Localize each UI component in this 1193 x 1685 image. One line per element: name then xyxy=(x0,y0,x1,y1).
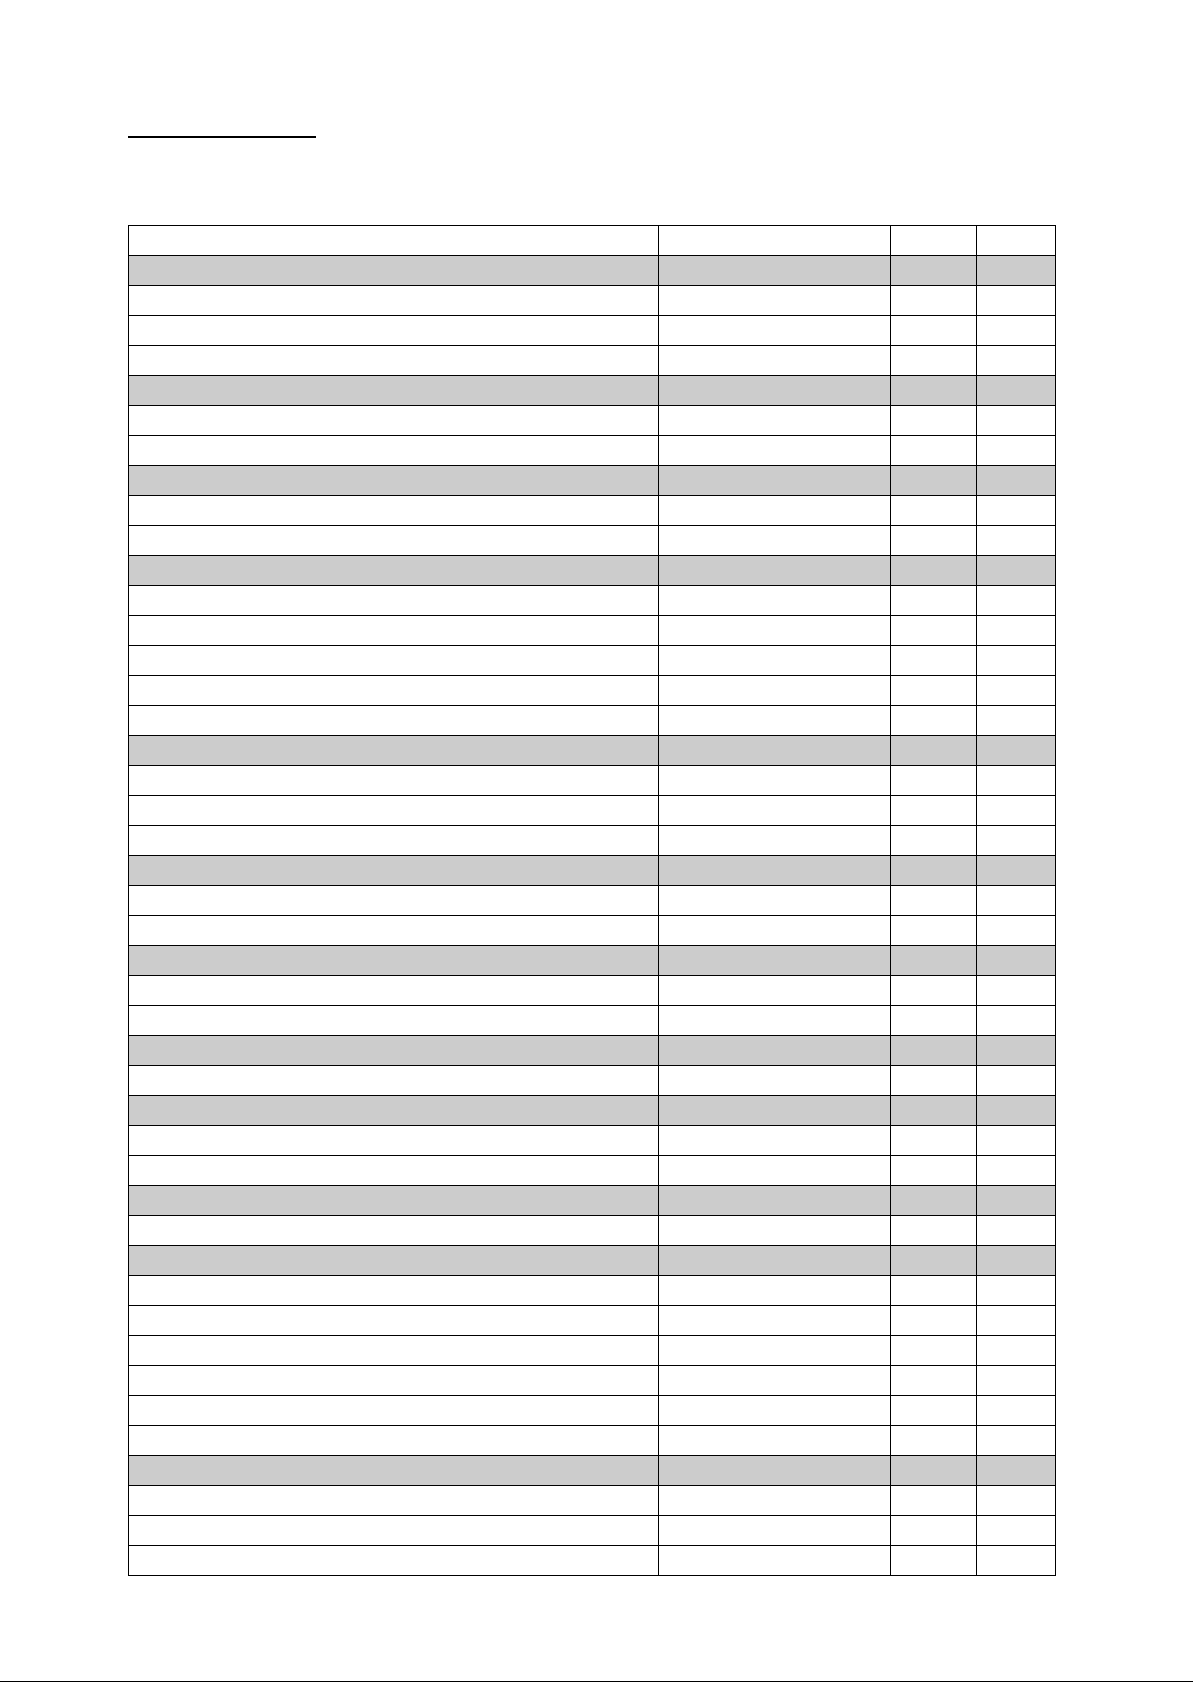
description-cell xyxy=(129,256,659,286)
check-cell xyxy=(977,1096,1056,1126)
description-cell xyxy=(129,676,659,706)
description-cell xyxy=(129,1516,659,1546)
table-row xyxy=(129,316,1056,346)
value-cell xyxy=(891,376,977,406)
table-row xyxy=(129,706,1056,736)
detail-cell xyxy=(659,826,891,856)
value-cell xyxy=(891,316,977,346)
detail-cell xyxy=(659,1126,891,1156)
value-cell xyxy=(891,1456,977,1486)
table-row xyxy=(129,1486,1056,1516)
table-row xyxy=(129,436,1056,466)
value-cell xyxy=(891,1186,977,1216)
table-row xyxy=(129,346,1056,376)
table-row xyxy=(129,226,1056,256)
check-cell xyxy=(977,436,1056,466)
value-cell xyxy=(891,1276,977,1306)
detail-cell xyxy=(659,976,891,1006)
check-cell xyxy=(977,916,1056,946)
check-cell xyxy=(977,1156,1056,1186)
description-cell xyxy=(129,1276,659,1306)
check-cell xyxy=(977,256,1056,286)
detail-cell xyxy=(659,376,891,406)
section-row xyxy=(129,1246,1056,1276)
check-cell xyxy=(977,1456,1056,1486)
detail-cell xyxy=(659,496,891,526)
value-cell xyxy=(891,1366,977,1396)
value-cell xyxy=(891,736,977,766)
description-cell xyxy=(129,766,659,796)
description-cell xyxy=(129,1546,659,1576)
table-row xyxy=(129,526,1056,556)
description-cell xyxy=(129,286,659,316)
detail-cell xyxy=(659,916,891,946)
value-cell xyxy=(891,886,977,916)
value-cell xyxy=(891,1306,977,1336)
table-row xyxy=(129,646,1056,676)
value-cell xyxy=(891,256,977,286)
detail-cell xyxy=(659,1306,891,1336)
detail-cell xyxy=(659,556,891,586)
description-cell xyxy=(129,436,659,466)
table-row xyxy=(129,1216,1056,1246)
description-cell xyxy=(129,346,659,376)
detail-cell xyxy=(659,1366,891,1396)
value-cell xyxy=(891,496,977,526)
section-row xyxy=(129,466,1056,496)
detail-cell xyxy=(659,946,891,976)
table-row xyxy=(129,826,1056,856)
description-cell xyxy=(129,616,659,646)
check-cell xyxy=(977,1216,1056,1246)
check-cell xyxy=(977,1036,1056,1066)
value-cell xyxy=(891,916,977,946)
table-row xyxy=(129,1336,1056,1366)
check-cell xyxy=(977,1516,1056,1546)
description-cell xyxy=(129,796,659,826)
check-cell xyxy=(977,826,1056,856)
section-row xyxy=(129,736,1056,766)
value-cell xyxy=(891,346,977,376)
check-cell xyxy=(977,766,1056,796)
check-cell xyxy=(977,1306,1056,1336)
value-cell xyxy=(891,1546,977,1576)
description-cell xyxy=(129,736,659,766)
value-cell xyxy=(891,1246,977,1276)
value-cell xyxy=(891,1156,977,1186)
description-cell xyxy=(129,316,659,346)
description-cell xyxy=(129,466,659,496)
description-cell xyxy=(129,886,659,916)
description-cell xyxy=(129,1456,659,1486)
detail-cell xyxy=(659,286,891,316)
description-cell xyxy=(129,1126,659,1156)
detail-cell xyxy=(659,1036,891,1066)
value-cell xyxy=(891,436,977,466)
check-cell xyxy=(977,946,1056,976)
check-cell xyxy=(977,1546,1056,1576)
section-row xyxy=(129,256,1056,286)
check-cell xyxy=(977,1276,1056,1306)
description-cell xyxy=(129,1366,659,1396)
check-cell xyxy=(977,226,1056,256)
table-row xyxy=(129,676,1056,706)
value-cell xyxy=(891,1036,977,1066)
check-cell xyxy=(977,586,1056,616)
value-cell xyxy=(891,1096,977,1126)
title-underline xyxy=(128,136,316,138)
description-cell xyxy=(129,1336,659,1366)
detail-cell xyxy=(659,1006,891,1036)
value-cell xyxy=(891,1066,977,1096)
description-cell xyxy=(129,526,659,556)
table-row xyxy=(129,1366,1056,1396)
table-row xyxy=(129,406,1056,436)
value-cell xyxy=(891,1516,977,1546)
table-row xyxy=(129,796,1056,826)
check-cell xyxy=(977,286,1056,316)
description-cell xyxy=(129,1066,659,1096)
description-cell xyxy=(129,706,659,736)
table-row xyxy=(129,1276,1056,1306)
description-cell xyxy=(129,916,659,946)
detail-cell xyxy=(659,1396,891,1426)
description-cell xyxy=(129,1156,659,1186)
detail-cell xyxy=(659,1516,891,1546)
detail-cell xyxy=(659,436,891,466)
table-row xyxy=(129,766,1056,796)
detail-cell xyxy=(659,646,891,676)
value-cell xyxy=(891,286,977,316)
value-cell xyxy=(891,406,977,436)
check-cell xyxy=(977,526,1056,556)
section-row xyxy=(129,556,1056,586)
value-cell xyxy=(891,676,977,706)
description-cell xyxy=(129,556,659,586)
detail-cell xyxy=(659,1546,891,1576)
detail-cell xyxy=(659,856,891,886)
detail-cell xyxy=(659,406,891,436)
check-cell xyxy=(977,616,1056,646)
detail-cell xyxy=(659,796,891,826)
detail-cell xyxy=(659,226,891,256)
description-cell xyxy=(129,406,659,436)
form-table xyxy=(128,225,1056,1576)
detail-cell xyxy=(659,316,891,346)
detail-cell xyxy=(659,1186,891,1216)
table-row xyxy=(129,586,1056,616)
check-cell xyxy=(977,556,1056,586)
detail-cell xyxy=(659,616,891,646)
detail-cell xyxy=(659,1486,891,1516)
check-cell xyxy=(977,1006,1056,1036)
detail-cell xyxy=(659,766,891,796)
check-cell xyxy=(977,1126,1056,1156)
check-cell xyxy=(977,1366,1056,1396)
check-cell xyxy=(977,1186,1056,1216)
value-cell xyxy=(891,856,977,886)
description-cell xyxy=(129,1486,659,1516)
value-cell xyxy=(891,1336,977,1366)
table-row xyxy=(129,1006,1056,1036)
description-cell xyxy=(129,856,659,886)
check-cell xyxy=(977,406,1056,436)
description-cell xyxy=(129,946,659,976)
check-cell xyxy=(977,796,1056,826)
description-cell xyxy=(129,1186,659,1216)
value-cell xyxy=(891,1486,977,1516)
check-cell xyxy=(977,676,1056,706)
detail-cell xyxy=(659,1156,891,1186)
detail-cell xyxy=(659,466,891,496)
table-row xyxy=(129,496,1056,526)
check-cell xyxy=(977,1246,1056,1276)
table-row xyxy=(129,1546,1056,1576)
check-cell xyxy=(977,886,1056,916)
value-cell xyxy=(891,946,977,976)
table-row xyxy=(129,1066,1056,1096)
check-cell xyxy=(977,1426,1056,1456)
section-row xyxy=(129,1186,1056,1216)
table-row xyxy=(129,1156,1056,1186)
detail-cell xyxy=(659,1456,891,1486)
section-row xyxy=(129,856,1056,886)
description-cell xyxy=(129,1246,659,1276)
detail-cell xyxy=(659,1216,891,1246)
description-cell xyxy=(129,826,659,856)
description-cell xyxy=(129,226,659,256)
check-cell xyxy=(977,1486,1056,1516)
check-cell xyxy=(977,346,1056,376)
detail-cell xyxy=(659,526,891,556)
check-cell xyxy=(977,646,1056,676)
value-cell xyxy=(891,556,977,586)
section-row xyxy=(129,946,1056,976)
description-cell xyxy=(129,586,659,616)
check-cell xyxy=(977,736,1056,766)
check-cell xyxy=(977,856,1056,886)
table-row xyxy=(129,886,1056,916)
value-cell xyxy=(891,526,977,556)
section-row xyxy=(129,1036,1056,1066)
section-row xyxy=(129,1096,1056,1126)
detail-cell xyxy=(659,706,891,736)
value-cell xyxy=(891,226,977,256)
table-row xyxy=(129,1516,1056,1546)
detail-cell xyxy=(659,1066,891,1096)
table-row xyxy=(129,1306,1056,1336)
value-cell xyxy=(891,1216,977,1246)
detail-cell xyxy=(659,886,891,916)
check-cell xyxy=(977,1396,1056,1426)
page-bottom-rule xyxy=(0,1681,1193,1682)
description-cell xyxy=(129,1426,659,1456)
value-cell xyxy=(891,976,977,1006)
value-cell xyxy=(891,826,977,856)
description-cell xyxy=(129,1096,659,1126)
detail-cell xyxy=(659,256,891,286)
check-cell xyxy=(977,1336,1056,1366)
section-row xyxy=(129,376,1056,406)
value-cell xyxy=(891,1396,977,1426)
check-cell xyxy=(977,466,1056,496)
detail-cell xyxy=(659,346,891,376)
value-cell xyxy=(891,706,977,736)
check-cell xyxy=(977,976,1056,1006)
description-cell xyxy=(129,1306,659,1336)
detail-cell xyxy=(659,1096,891,1126)
value-cell xyxy=(891,646,977,676)
value-cell xyxy=(891,1126,977,1156)
detail-cell xyxy=(659,736,891,766)
table-row xyxy=(129,1426,1056,1456)
table-row xyxy=(129,976,1056,1006)
description-cell xyxy=(129,1006,659,1036)
value-cell xyxy=(891,1006,977,1036)
check-cell xyxy=(977,496,1056,526)
table-row xyxy=(129,1126,1056,1156)
table-row xyxy=(129,1396,1056,1426)
detail-cell xyxy=(659,1246,891,1276)
description-cell xyxy=(129,1396,659,1426)
check-cell xyxy=(977,706,1056,736)
check-cell xyxy=(977,1066,1056,1096)
description-cell xyxy=(129,646,659,676)
detail-cell xyxy=(659,1336,891,1366)
section-row xyxy=(129,1456,1056,1486)
description-cell xyxy=(129,1216,659,1246)
table-row xyxy=(129,616,1056,646)
table-row xyxy=(129,916,1056,946)
value-cell xyxy=(891,586,977,616)
description-cell xyxy=(129,496,659,526)
detail-cell xyxy=(659,1276,891,1306)
value-cell xyxy=(891,796,977,826)
value-cell xyxy=(891,466,977,496)
detail-cell xyxy=(659,1426,891,1456)
value-cell xyxy=(891,1426,977,1456)
value-cell xyxy=(891,766,977,796)
detail-cell xyxy=(659,676,891,706)
check-cell xyxy=(977,376,1056,406)
table-row xyxy=(129,286,1056,316)
description-cell xyxy=(129,1036,659,1066)
value-cell xyxy=(891,616,977,646)
detail-cell xyxy=(659,586,891,616)
description-cell xyxy=(129,976,659,1006)
check-cell xyxy=(977,316,1056,346)
description-cell xyxy=(129,376,659,406)
form-table-body xyxy=(129,226,1056,1576)
